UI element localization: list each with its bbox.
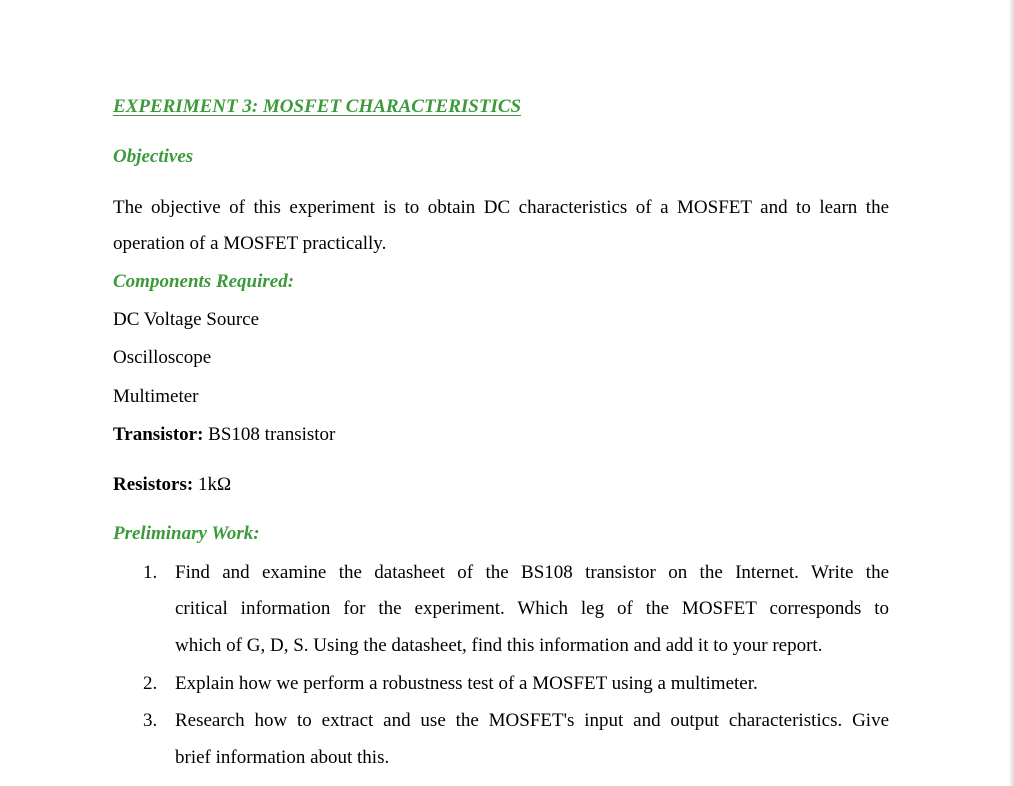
component-item-multimeter: Multimeter [113, 386, 199, 407]
page-edge-scrollbar [1010, 0, 1014, 786]
list-item-line: brief information about this. [175, 747, 390, 768]
component-item-oscilloscope: Oscilloscope [113, 347, 212, 368]
list-item-line: critical information for the experiment. Which leg of the MOSFET corresponds to [175, 598, 889, 619]
list-item-line: which of G, D, S. Using the datasheet, find this information and add it to your report. [175, 635, 823, 656]
list-item-number: 1. [143, 562, 158, 583]
list-item-line: Explain how we perform a robustness test of a MOSFET using a multimeter. [175, 673, 758, 694]
objectives-heading: Objectives [113, 146, 194, 167]
component-item-dc-source: DC Voltage Source [113, 309, 260, 330]
objectives-text-line-1: The objective of this experiment is to obtain DC characteristics of a MOSFET and to learn the [113, 197, 889, 218]
list-item-number: 2. [143, 673, 158, 694]
transistor-value: BS108 transistor [203, 424, 336, 445]
objectives-text-line-2: operation of a MOSFET practically. [113, 233, 387, 254]
resistors-label: Resistors: [113, 474, 194, 495]
list-item-line: Find and examine the datasheet of the BS108 transistor on the Internet. Write the [175, 562, 889, 583]
document-title: EXPERIMENT 3: MOSFET CHARACTERISTICS [113, 96, 522, 117]
resistors-value: 1kΩ [193, 474, 232, 495]
component-transistor [113, 423, 335, 447]
transistor-label: Transistor: [113, 424, 204, 445]
list-item-number: 3. [143, 710, 158, 731]
component-resistors [113, 473, 231, 497]
preliminary-heading: Preliminary Work: [113, 523, 260, 544]
components-heading: Components Required: [113, 271, 295, 292]
list-item-line: Research how to extract and use the MOSFET's input and output characteristics. Give [175, 710, 889, 731]
